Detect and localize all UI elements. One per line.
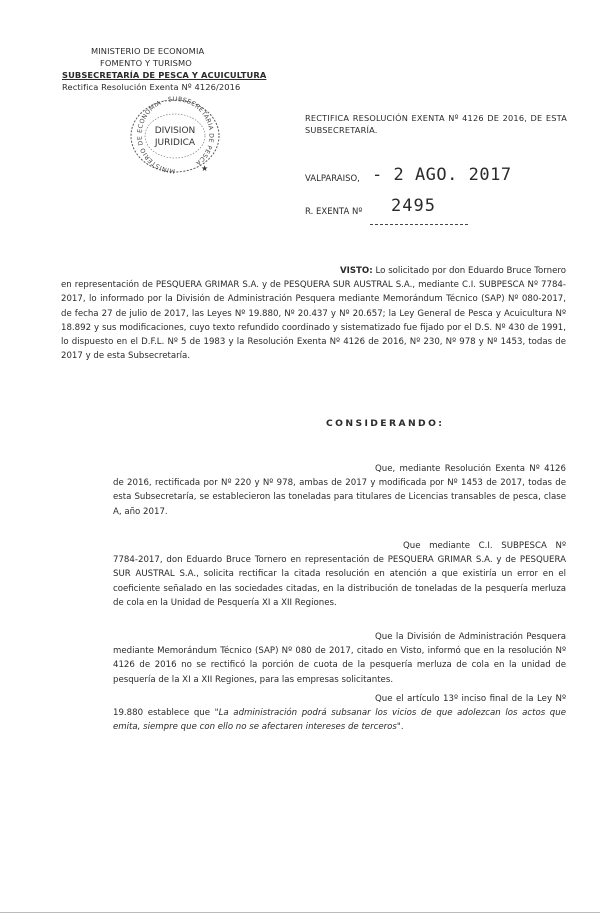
considerando-paragraph-2: Que mediante C.I. SUBPESCA Nº 7784-2017, don Eduardo Bruce Tornero en representación de PESQUERA GRIMAR S.A. y de PESQUERA SUR AUSTRAL S.A., solicita rectificar la citada resolución en atención a que existiría un error en el coeficiente señalado en las sociedades citadas, en la distribución de toneladas de la pesquería merluza de cola en la Unidad de Pesquería XI a XII Regiones. (113, 541, 566, 608)
place-label: VALPARAISO, (305, 174, 360, 184)
stamp-star-icon: ★ (201, 164, 209, 173)
visto-text: Lo solicitado por don Eduardo Bruce Tornero en representación de PESQUERA GRIMAR S.A. y de PESQUERA SUR AUSTRAL S.A., mediante C.I. SUBPESCA Nº 7784-2017, lo informado por la División de Administración Pesquera mediante Memorándum Técnico (SAP) Nº 080-2017, de fecha 27 de julio de 2017, las Leyes Nº 19.880, Nº 20.437 y Nº 20.657; la Ley General de Pesca y Acuicultura Nº 18.892 y sus modificaciones, cuyo texto refundido coordinado y sistematizado fue fijado por el D.S. Nº 430 de 1991, lo dispuesto en el D.F.L. Nº 5 de 1983 y la Resolución Exenta Nº 4126 de 2016, Nº 230, Nº 978 y Nº 1453, todas de 2017 y de esta Subsecretaría. (61, 266, 566, 362)
visto-label: VISTO: (340, 266, 373, 276)
considerando-heading: CONSIDERANDO: (326, 418, 445, 429)
issue-date-stamp: - 2 AGO. 2017 (372, 165, 512, 185)
p4-quote: "La administración podrá subsanar los vicios de que adolezcan los actos que emita, siempre que con ello no se afectaren intereses de terceros" (113, 708, 566, 733)
p4-lead: Que el artículo 13º inciso final de la Ley Nº 19.880 establece que (113, 694, 566, 719)
visto-paragraph (61, 264, 566, 363)
document-reference-line: Rectifica Resolución Exenta Nº 4126/2016 (62, 82, 241, 92)
p4-end: . (400, 722, 404, 733)
stamp-line2: JURIDICA (154, 138, 196, 148)
resolution-number: 2495 (391, 196, 436, 216)
exenta-label: R. EXENTA Nº (305, 207, 363, 217)
stamp-ring-text: MINISTERIO DE ECONOMIA · SUBSECRETARIA DE PESCA (136, 95, 215, 175)
division-stamp (125, 95, 225, 177)
considerando-paragraph-4 (113, 692, 566, 735)
considerando-paragraph-3: Que la División de Administración Pesquera mediante Memorándum Técnico (SAP) Nº 080 de 2017, citado en Visto, informó que en la resolución Nº 4126 de 2016 no se rectificó la porción de cuota de la pesquería merluza de cola en la unidad de pesquería de la XI a XII Regiones, para las empresas solicitantes. (113, 632, 566, 685)
ministry-subname: FOMENTO Y TURISMO (100, 58, 192, 68)
page-bottom-edge (0, 912, 600, 913)
undersecretariat-name: SUBSECRETARÍA DE PESCA Y ACUICULTURA (62, 70, 267, 80)
exenta-underline (370, 224, 468, 225)
stamp-line1: DIVISION (154, 126, 196, 136)
considerando-paragraph-1: Que, mediante Resolución Exenta Nº 4126 de 2016, rectificada por Nº 220 y Nº 978, ambas de 2017 y modificada por Nº 1453 de 2017, todas de esta Subsecretaría, se establecieron las toneladas para titulares de Licencias transables de pesca, clase A, año 2017. (113, 464, 566, 517)
resolution-title: RECTIFICA RESOLUCIÓN EXENTA Nº 4126 DE 2016, DE ESTA SUBSECRETARÍA. (305, 113, 567, 135)
ministry-name: MINISTERIO DE ECONOMIA (91, 46, 205, 56)
